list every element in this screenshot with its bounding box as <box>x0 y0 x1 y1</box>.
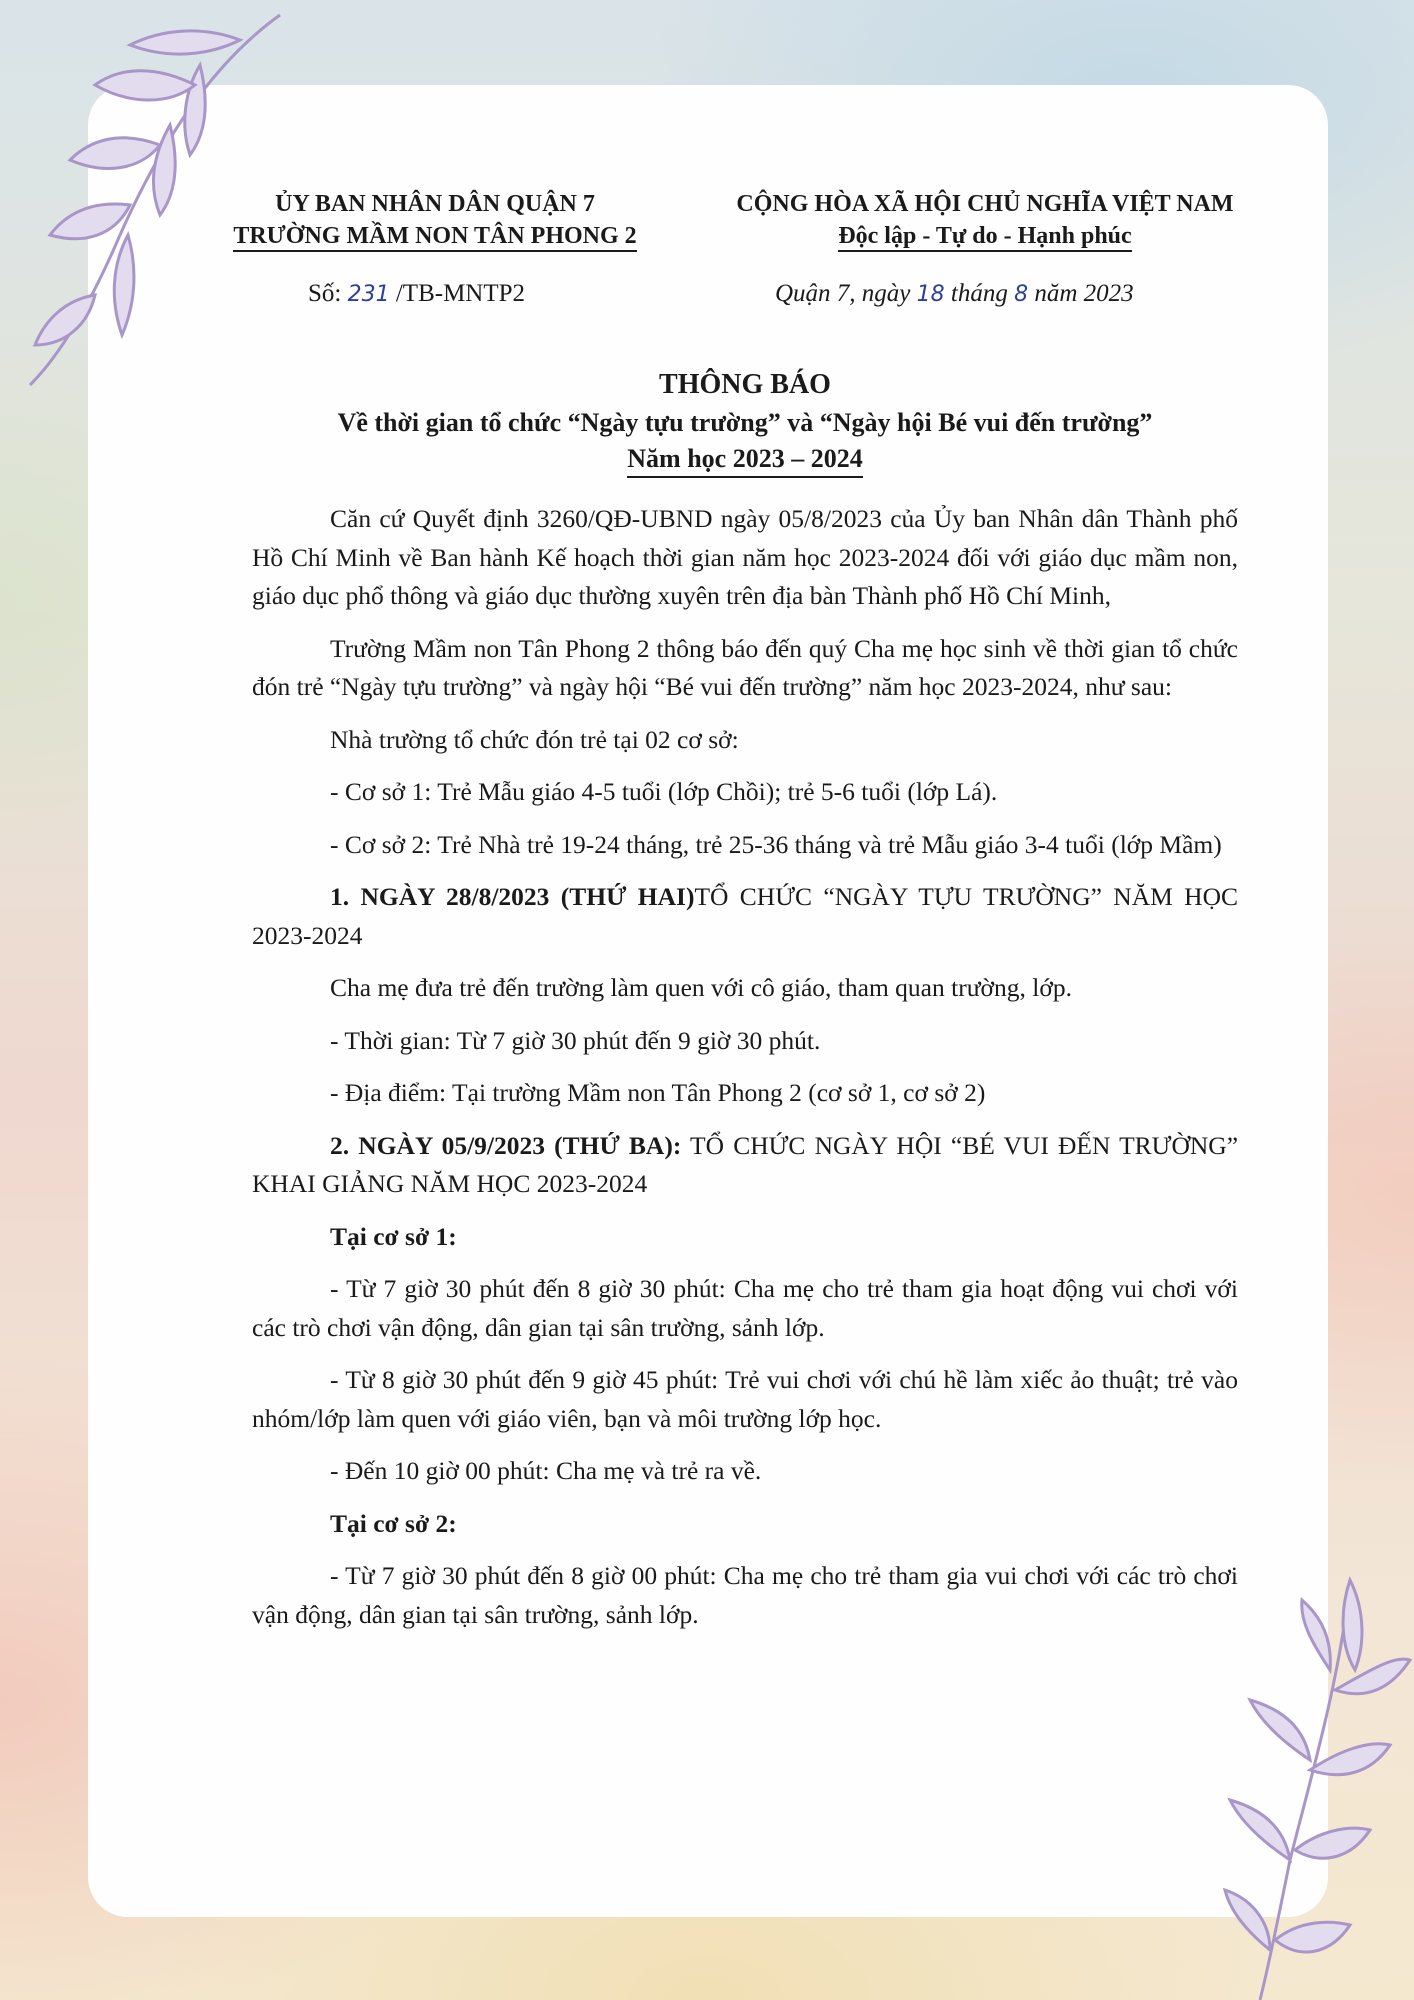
header-left <box>195 188 675 252</box>
date-month-label: tháng <box>950 280 1008 307</box>
date-day: 18 <box>916 282 945 307</box>
title-sub2: Năm học 2023 – 2024 <box>627 442 862 478</box>
title-main: THÔNG BÁO <box>659 369 831 400</box>
number-suffix: /TB-MNTP2 <box>395 280 526 307</box>
header-right <box>700 188 1270 252</box>
section-1-heading <box>252 878 1238 955</box>
date-month: 8 <box>1014 282 1029 307</box>
document-number <box>308 280 525 308</box>
paragraph-section-1-place: - Địa điểm: Tại trường Mầm non Tân Phong 2 (cơ sở 1, cơ sở 2) <box>330 1078 986 1107</box>
paragraph-section-1-time: - Thời gian: Từ 7 giờ 30 phút đến 9 giờ 30 phút. <box>330 1025 821 1055</box>
paragraph-loc1-item2: - Từ 8 giờ 30 phút đến 9 giờ 45 phút: Trẻ vui chơi với chú hề làm xiếc ảo thuật; trẻ vào nhóm/lớp làm quen với giáo viên, bạn và môi trường lớp học. <box>252 1365 1238 1433</box>
document-date <box>775 280 1134 308</box>
paragraph-legal-basis: Căn cứ Quyết định 3260/QĐ-UBND ngày 05/8/2023 của Ủy ban Nhân dân Thành phố Hồ Chí Minh về Ban hành Kế hoạch thời gian năm học 2023-2024 đối với giáo dục mầm non, giáo dục phổ thông và giáo dục thường xuyên trên địa bàn Thành phố Hồ Chí Minh, <box>252 504 1238 610</box>
paragraph-announcement: Trường Mầm non Tân Phong 2 thông báo đến quý Cha mẹ học sinh về thời gian tổ chức đón trẻ “Ngày tựu trường” và ngày hội “Bé vui đến trường” năm học 2023-2024, như sau: <box>252 633 1238 701</box>
number-handwritten: 231 <box>347 282 390 307</box>
section-2-rest: TỔ CHỨC NGÀY HỘI “BÉ VUI ĐẾN TRƯỜNG” KHAI GIẢNG NĂM HỌC 2023-2024 <box>252 1130 1239 1198</box>
header-left-line2: TRƯỜNG MẦM NON TÂN PHONG 2 <box>233 222 636 252</box>
paragraph-campus-2: - Cơ sở 2: Trẻ Nhà trẻ 19-24 tháng, trẻ 25-36 tháng và trẻ Mẫu giáo 3-4 tuổi (lớp Mầm) <box>330 829 1222 859</box>
header-right-line1: CỘNG HÒA XÃ HỘI CHỦ NGHĨA VIỆT NAM <box>736 191 1234 217</box>
section-1-rest: TỔ CHỨC “NGÀY TỰU TRƯỜNG” NĂM HỌC 2023-2024 <box>252 882 1238 950</box>
section-2-bold: 2. NGÀY 05/9/2023 (THỨ BA): <box>330 1130 682 1160</box>
paragraph-campuses: Nhà trường tổ chức đón trẻ tại 02 cơ sở: <box>330 724 739 754</box>
notice-title <box>250 365 1240 478</box>
paragraph-campus-1: - Cơ sở 1: Trẻ Mẫu giáo 4-5 tuổi (lớp Chồi); trẻ 5-6 tuổi (lớp Lá). <box>330 777 998 806</box>
date-year: năm 2023 <box>1034 280 1134 307</box>
header-right-line2: Độc lập - Tự do - Hạnh phúc <box>838 222 1131 252</box>
section-2-heading <box>252 1127 1238 1204</box>
location-1-heading: Tại cơ sở 1: <box>330 1221 457 1251</box>
paragraph-loc1-item1: - Từ 7 giờ 30 phút đến 8 giờ 30 phút: Cha mẹ cho trẻ tham gia hoạt động vui chơi với các trò chơi vận động, dân gian tại sân trường, sảnh lớp. <box>252 1274 1238 1342</box>
location-2-heading: Tại cơ sở 2: <box>330 1508 457 1538</box>
date-prefix: Quận 7, ngày <box>775 280 911 307</box>
paragraph-section-1-desc: Cha mẹ đưa trẻ đến trường làm quen với cô giáo, tham quan trường, lớp. <box>330 973 1072 1002</box>
paragraph-loc1-item3: - Đến 10 giờ 00 phút: Cha mẹ và trẻ ra về. <box>330 1456 762 1485</box>
header-left-line1: ỦY BAN NHÂN DÂN QUẬN 7 <box>275 191 595 217</box>
title-sub1: Về thời gian tổ chức “Ngày tựu trường” và “Ngày hội Bé vui đến trường” <box>337 408 1153 437</box>
paragraph-loc2-item1: - Từ 7 giờ 30 phút đến 8 giờ 00 phút: Cha mẹ cho trẻ tham gia vui chơi với các trò chơi vận động, dân gian tại sân trường, sảnh lớp. <box>252 1561 1238 1629</box>
number-prefix: Số: <box>308 280 342 307</box>
section-1-bold: 1. NGÀY 28/8/2023 (THỨ HAI) <box>330 882 695 911</box>
document-body <box>252 500 1238 1648</box>
